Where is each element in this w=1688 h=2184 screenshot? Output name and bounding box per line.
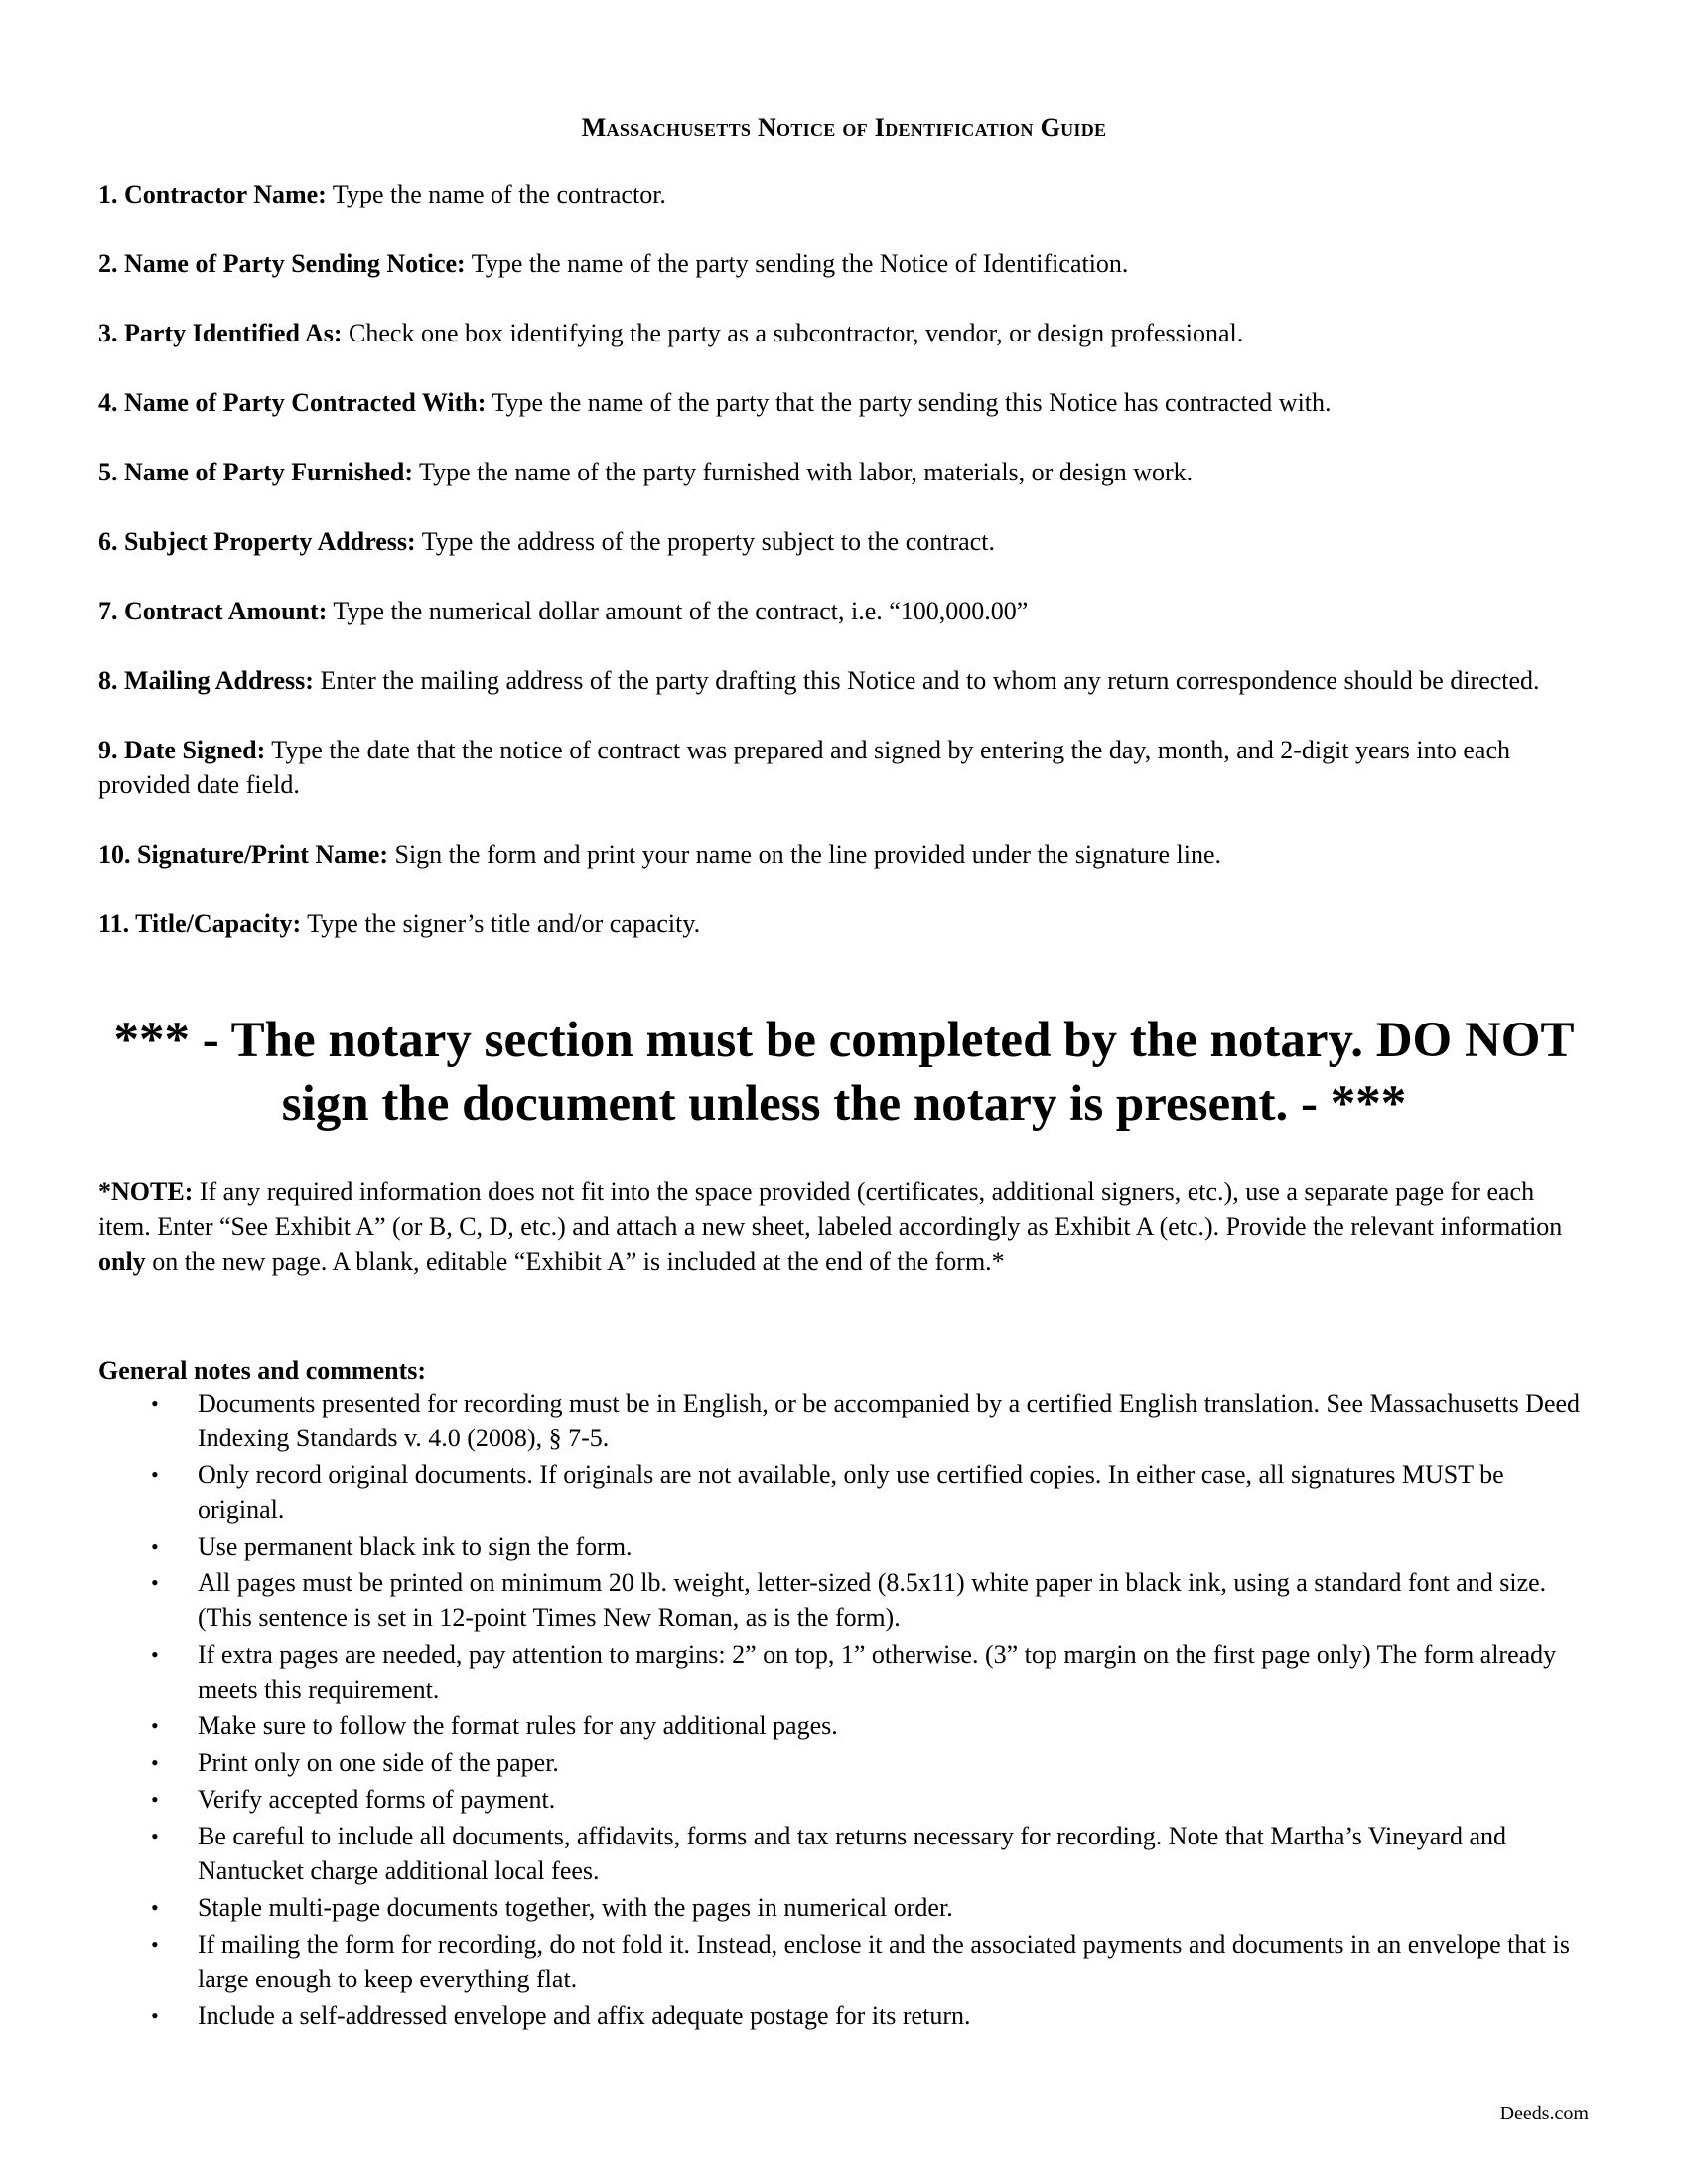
note-emphasis: only bbox=[98, 1247, 146, 1276]
bullet-icon: • bbox=[151, 1534, 159, 1559]
list-item-text: Print only on one side of the paper. bbox=[198, 1748, 559, 1777]
list-item bbox=[98, 1890, 1588, 1925]
instruction-label: 3. Party Identified As: bbox=[98, 319, 343, 347]
bullet-icon: • bbox=[151, 1932, 159, 1957]
list-item-text: Include a self-addressed envelope and affix adequate postage for its return. bbox=[198, 2001, 971, 2030]
instruction-label: 1. Contractor Name: bbox=[98, 180, 327, 208]
list-item-text: If extra pages are needed, pay attention to margins: 2” on top, 1” otherwise. (3” top margin on the first page only) The form already meets this requirement. bbox=[198, 1640, 1557, 1704]
bullet-icon: • bbox=[151, 1824, 159, 1848]
bullet-icon: • bbox=[151, 1787, 159, 1812]
list-item-text: Documents presented for recording must be in English, or be accompanied by a certified English translation. See Massachusetts Deed Indexing Standards v. 4.0 (2008), § 7-5. bbox=[198, 1389, 1581, 1452]
note-paragraph bbox=[98, 1174, 1568, 1279]
instruction-label: 6. Subject Property Address: bbox=[98, 527, 416, 556]
note-label: *NOTE: bbox=[98, 1177, 194, 1206]
instruction-label: 7. Contract Amount: bbox=[98, 597, 328, 625]
instruction-item bbox=[98, 246, 1568, 281]
note-text: If any required information does not fit into the space provided (certificates, additional signers, etc.), use a separate page for each item. Enter “See Exhibit A” (or B, C, D, etc.) and attach a new sheet, labeled accordingly as Exhibit A (etc.). Provide the relevant information bbox=[98, 1177, 1563, 1241]
list-item-text: If mailing the form for recording, do not fold it. Instead, enclose it and the associated payments and documents in an envelope that is large enough to keep everything flat. bbox=[198, 1930, 1570, 1993]
bullet-icon: • bbox=[151, 1713, 159, 1738]
instruction-text: Sign the form and print your name on the line provided under the signature line. bbox=[388, 840, 1222, 869]
instruction-item bbox=[98, 594, 1568, 628]
list-item-text: All pages must be printed on minimum 20 lb. weight, letter-sized (8.5x11) white paper in black ink, using a standard font and size. (This sentence is set in 12-point Times New Roman, as is the form). bbox=[198, 1569, 1547, 1632]
list-item bbox=[98, 1386, 1588, 1455]
instruction-item bbox=[98, 177, 1568, 211]
page-title: Massachusetts Notice of Identification Guide bbox=[581, 113, 1107, 142]
bullet-icon: • bbox=[151, 1462, 159, 1487]
instruction-text: Type the name of the party furnished with labor, materials, or design work. bbox=[413, 458, 1194, 486]
bullet-icon: • bbox=[151, 1391, 159, 1416]
instruction-item bbox=[98, 733, 1568, 802]
instruction-label: 5. Name of Party Furnished: bbox=[98, 458, 414, 486]
instruction-text: Check one box identifying the party as a subcontractor, vendor, or design professional. bbox=[342, 319, 1244, 347]
list-item bbox=[98, 1637, 1588, 1706]
instruction-label: 9. Date Signed: bbox=[98, 736, 266, 764]
instruction-text: Type the name of the contractor. bbox=[326, 180, 666, 208]
list-item-text: Staple multi-page documents together, with the pages in numerical order. bbox=[198, 1893, 953, 1922]
list-item-text: Use permanent black ink to sign the form. bbox=[198, 1532, 633, 1561]
notary-warning: *** - The notary section must be completed by the notary. DO NOT sign the document unless the notary is present. - *** bbox=[113, 1013, 1575, 1132]
instruction-text: Type the name of the party that the party sending this Notice has contracted with. bbox=[486, 388, 1332, 417]
list-item bbox=[98, 1708, 1588, 1743]
instruction-list bbox=[98, 177, 1568, 976]
instruction-label: 10. Signature/Print Name: bbox=[98, 840, 388, 869]
instruction-item bbox=[98, 663, 1568, 698]
instruction-item bbox=[98, 906, 1568, 941]
instruction-item bbox=[98, 837, 1568, 872]
list-item bbox=[98, 1782, 1588, 1817]
instruction-text: Type the name of the party sending the Notice of Identification. bbox=[465, 249, 1129, 278]
instruction-label: 8. Mailing Address: bbox=[98, 666, 314, 695]
list-item bbox=[98, 1998, 1588, 2033]
bullet-icon: • bbox=[151, 1570, 159, 1595]
instruction-text: Type the date that the notice of contract was prepared and signed by entering the day, month, and 2-digit years into each provided date field. bbox=[98, 736, 1510, 799]
instruction-text: Enter the mailing address of the party drafting this Notice and to whom any return correspondence should be directed. bbox=[313, 666, 1540, 695]
list-item-text: Make sure to follow the format rules for any additional pages. bbox=[198, 1711, 838, 1740]
bullet-icon: • bbox=[151, 1895, 159, 1920]
instruction-text: Type the address of the property subject to the contract. bbox=[415, 527, 995, 556]
list-item bbox=[98, 1819, 1588, 1888]
instruction-item bbox=[98, 385, 1568, 420]
instruction-item bbox=[98, 316, 1568, 350]
instruction-text: Type the numerical dollar amount of the contract, i.e. “100,000.00” bbox=[327, 597, 1029, 625]
instruction-label: 11. Title/Capacity: bbox=[98, 909, 302, 938]
instruction-text: Type the signer’s title and/or capacity. bbox=[301, 909, 701, 938]
bullet-icon: • bbox=[151, 1750, 159, 1775]
general-notes-title: General notes and comments: bbox=[98, 1356, 427, 1385]
list-item-text: Be careful to include all documents, affidavits, forms and tax returns necessary for recording. Note that Martha’s Vineyard and Nantucket charge additional local fees. bbox=[198, 1822, 1506, 1885]
list-item-text: Verify accepted forms of payment. bbox=[198, 1785, 556, 1814]
instruction-label: 4. Name of Party Contracted With: bbox=[98, 388, 487, 417]
list-item bbox=[98, 1529, 1588, 1564]
bullet-icon: • bbox=[151, 2003, 159, 2028]
instruction-item bbox=[98, 524, 1568, 559]
list-item bbox=[98, 1566, 1588, 1635]
list-item bbox=[98, 1745, 1588, 1780]
list-item-text: Only record original documents. If originals are not available, only use certified copies. In either case, all signatures MUST be original. bbox=[198, 1460, 1504, 1524]
note-text-end: on the new page. A blank, editable “Exhibit A” is included at the end of the form.* bbox=[145, 1247, 1005, 1276]
footer-brand: Deeds.com bbox=[1499, 2103, 1589, 2124]
list-item bbox=[98, 1457, 1588, 1527]
list-item bbox=[98, 1927, 1588, 1996]
general-notes-list bbox=[98, 1386, 1588, 2035]
bullet-icon: • bbox=[151, 1642, 159, 1667]
instruction-item bbox=[98, 455, 1568, 489]
instruction-label: 2. Name of Party Sending Notice: bbox=[98, 249, 466, 278]
